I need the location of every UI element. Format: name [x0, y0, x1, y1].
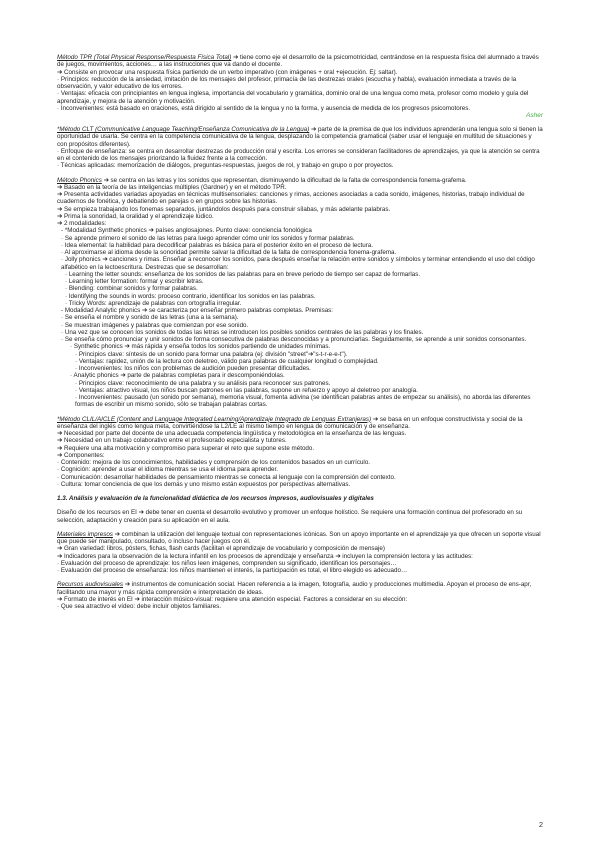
- clt-line: · Técnicas aplicadas: memorización de diálogos, preguntas-respuestas, juegos de rol, y trabajo en grupo o por proyectos.: [57, 162, 394, 170]
- clt-line: · Enfoque de enseñanza: se centra en desarrollar destrezas de producción oral y escrita. Los errores se consideran facilitadores de aprendizajes, ya que la atención se centra en el contenido de los mensajes priorizando la fluidez frente a la corrección.: [57, 147, 540, 162]
- phonics-title: Método Phonics: [57, 176, 102, 184]
- phonics-line: ➔ Basado en la teoría de las inteligencias múltiples (Gardner) y en el método TPR.: [57, 183, 287, 191]
- synthetic-sub-item: · Ventajas: rapidez, unión de la lectura con deletreo, válido para palabras de cualquier longitud o complejidad.: [75, 357, 379, 365]
- synthetic-sub-item: · Principios clave: síntesis de un sonido para formar una palabra (ej: división "street"➔"s-t-r-e-e-t").: [75, 350, 348, 358]
- clil-line: · Comunicación: desarrollar habilidades de pensamiento mientras se conecta al lenguaje con la comprensión del contexto.: [57, 473, 396, 481]
- tpr-title: Método TPR (Total Physical Response/Respuesta Física Total): [57, 54, 232, 61]
- watermark-signature: Asher: [526, 112, 543, 119]
- clt-intro: ➔ parte de la premisa de que los individuos aprenderán una lengua solo si tienen la oportunidad de usarla. Se centra en la competencia comunicativa de la lengua, desplazando la competencia gramatical (saber usar el lenguaje en multitud de situaciones y con propósitos diferentes).: [57, 126, 543, 148]
- phonics-line: - *Modalidad Synthetic phonics ➔ países anglosajones. Punto clave: conciencia fonológica: [61, 227, 312, 235]
- analytic-sub-item: · Principios clave: reconocimiento de una palabra y su análisis para reconocer sus patrones.: [75, 379, 331, 387]
- page-number: 2: [538, 820, 543, 829]
- audiovisuales-intro: ➔ instrumentos de comunicación social. Hacen referencia a la imagen, fotografía, audio y producciones multimedia. Apoyan el proceso de ens-apr, facilitando una mayor y más rápida comprensión e interpretación de ideas.: [57, 581, 532, 596]
- tpr-line: · Ventajas: eficacia con principiantes en lengua inglesa, importancia del vocabulario y gramática, dominio oral de una lengua como meta, profesor como modelo y guía del aprendizaje, y mejora de la atención y motivación.: [57, 90, 529, 105]
- tpr-line: ➔ Consiste en provocar una respuesta física partiendo de un verbo imperativo (con imágenes + oral +ejecución. Ej: saltar).: [57, 68, 398, 76]
- jolly-item: · Identifying the sounds in words: proceso contrario, identificar los sonidos en las palabras.: [65, 292, 316, 300]
- analytic-line: · Se enseña el nombre y sonido de las letras (una a la semana).: [61, 314, 239, 322]
- phonics-line: ➔ Se empieza trabajando los fonemas separados, juntándolos después para construir sílabas, y más adelante palabras.: [57, 205, 391, 213]
- clil-title: *Método CLIL/AICLE (Content and Language Integrated Learning/Aprendizaje Integrado de Lenguas Extranjeras): [57, 415, 372, 423]
- impresos-intro: ➔ combinan la utilización del lenguaje textual con representaciones icónicas. Son un apoyo importante en el aprendizaje ya que ofrecen un soporte visual que puede ser manipulado, consultado, o incluso hacer juegos con él.: [57, 530, 541, 545]
- clil-line: ➔ Necesidad por parte del docente de una adecuada competencia lingüística y metodológica en la enseñanza de las lenguas.: [57, 430, 407, 437]
- analytic-sub-item: · Ventajas: atractivo visual, los niños buscan patrones en las palabras, supone un refuerzo y apoyo al deletreo por analogía.: [75, 386, 418, 394]
- audiovisuales-paragraph: [57, 581, 543, 596]
- analytic-line: - Modalidad Analytic phonics ➔ se caracteriza por enseñar primero palabras completas. Premisas:: [61, 307, 334, 314]
- audiovisuales-title: Recursos audiovisuales: [57, 581, 124, 589]
- clil-intro: ➔ se basa en un enfoque constructivista y social de la enseñanza del inglés como lengua meta, convirtiéndose la L2/LE al mismo tiempo en lengua de comunicación y de enseñanza.: [57, 415, 523, 430]
- audiovisuales-line: ➔ Formato de interés en EI ➔ interacción músico-visual: requiere una atención especial. Factores a considerar en su elección:: [57, 595, 408, 603]
- clil-paragraph: [57, 416, 543, 431]
- jolly-item: · Learning the letter sounds: enseñanza de los sonidos de las palabras para en breve periodo de tiempo ser capaz de formarlas.: [65, 270, 421, 278]
- tpr-paragraph: [57, 54, 543, 69]
- phonics-line: · Se aprende primero el sonido de las letras para luego aprender cómo unir los sonidos y formar palabras.: [61, 234, 355, 242]
- phonics-line: ➔ 2 modalidades:: [57, 220, 107, 227]
- tpr-intro: ➔ tiene como eje el desarrollo de la psicomotricidad, centrándose en la respuesta física del alumnado a través de juegos, movimientos, acciones… a las instrucciones que va dando el docente.: [57, 54, 539, 69]
- analytic-line: · Se enseña cómo pronunciar y unir sonidos de forma consecutiva de palabras desconocidas y a pronunciarlas. Seguidamente, se aprende a unir sonidos consonantes.: [61, 336, 527, 343]
- section-intro: Diseño de los recursos en EI ➔ debe tener en cuenta el desarrollo evolutivo y promover un enfoque holístico. Se requiere una formación continua del profesorado en su selección, adaptación y creación para su aplicación en el aula.: [57, 509, 523, 524]
- jolly-item: · Tricky Words: aprendizaje de palabras con ortografía irregular.: [65, 299, 242, 307]
- impresos-line: · Evaluación del proceso de enseñanza: los niños mantienen el interés, la participación es total, el libro elegido es adecuado…: [57, 567, 408, 574]
- impresos-line: ➔ Gran variedad: libros, pósters, fichas, flash cards (facilitan el aprendizaje de vocabulario y composición de mensaje): [57, 545, 385, 553]
- phonics-line: ➔ Prima la sonoridad, la oralidad y el aprendizaje lúdico.: [57, 212, 214, 220]
- analytic-sub-item: · Inconvenientes: pausado (un sonido por semana), memoria visual, fomenta adivina (se identifican palabras antes de empezar su análisis), no aborda las diferentes formas de escribir un mismo sonido, sólo se trabajan palabras cortas.: [75, 394, 531, 409]
- phonics-line: · Jolly phonics ➔ canciones y rimas. Enseñar a reconocer los sonidos, para después enseñar la relación entre sonidos y símbolos y terminar entendiendo el uso del código alfabético en la lectoescritura. Destrezas que se desarrollan:: [61, 256, 535, 271]
- analytic-line: · Se muestran imágenes y palabras que comienzan por ese sonido.: [61, 321, 249, 329]
- section-heading: 1.3. Análisis y evaluación de la funcionalidad didáctica de los recursos impresos, audiovisuales y digitales: [57, 495, 374, 502]
- jolly-item: · Blending: combinar sonidos y formar palabras.: [65, 285, 198, 293]
- audiovisuales-line: · Que sea atractivo el vídeo: debe incluir objetos familiares.: [57, 603, 221, 610]
- phonics-line: · Idea elemental: la habilidad para decodificar palabras es básica para el posterior éxito en el proceso de lectura.: [61, 241, 373, 249]
- tpr-line: · Principios: reducción de la ansiedad, imitación de los mensajes del profesor, primacía de las destrezas orales (escucha y habla), evaluación inmediata a través de la observación, y valor educativo de los errores.: [57, 75, 517, 90]
- phonics-intro: ➔ se centra en las letras y los sonidos que representan, disminuyendo la dificultad de la falta de correspondencia fonema-grafema.: [101, 176, 467, 184]
- analytic-sub-head: · Analytic phonics ➔ parte de palabras completas para ir descomponiéndolas.: [70, 372, 285, 380]
- phonics-line: ➔ Presenta actividades variadas apoyadas en técnicas multisensoriales: canciones y rimas, acciones asociadas a cada sonido, imágenes, historias, trabajo individual de cuadernos de fonética, y debatiendo en parejas o en grupos sobre las historias.: [57, 191, 525, 206]
- clil-line: · Cognición: aprender a usar el idioma mientras se usa el idioma para aprender.: [57, 466, 278, 474]
- impresos-line: ➔ Indicadores para la observación de la lectura infantil en los procesos de aprendizaje y enseñanza ➔ incluyen la comprensión lectora y las actitudes:: [57, 552, 473, 560]
- clil-line: · Cultura: tomar conciencia de que los demás y uno mismo están expuestos por perspectivas alternativas.: [57, 480, 351, 488]
- jolly-item: · Learning letter formation: formar y escribir letras.: [65, 278, 204, 285]
- document-body: [57, 54, 543, 610]
- tpr-line: · Inconvenientes: está basado en oraciones, está dirigido al sentido de la lengua y no la forma, y ausencia de medida de los progresos psicomotores.: [57, 104, 471, 112]
- phonics-paragraph: [57, 177, 543, 184]
- impresos-paragraph: [57, 531, 543, 546]
- synthetic-sub-head: · Synthetic phonics ➔ más rápida y enseña todos los sonidos partiendo de unidades mínimas.: [70, 343, 331, 351]
- clil-line: · Contenido: mejora de los conocimientos, habilidades y comprensión de los contenidos basados en un currículo.: [57, 459, 371, 466]
- phonics-line: · Al aproximarse al idioma desde la sonoridad permite salvar la dificultad de la falta de correspondencia fonema-grafema.: [61, 249, 397, 256]
- clil-line: ➔ Componentes:: [57, 451, 105, 459]
- impresos-title: Materiales impresos: [57, 530, 113, 538]
- impresos-line: · Evaluación del proceso de aprendizaje: los niños leen imágenes, comprenden su significado, identifican los personajes…: [57, 559, 397, 567]
- clt-paragraph: [57, 126, 543, 148]
- synthetic-sub-item: · Inconvenientes: los niños con problemas de audición pueden presentar dificultades.: [75, 365, 311, 372]
- clt-title: *Método CLT (Communicative Language Teaching/Enseñanza Comunicativa de la Lengua): [57, 126, 310, 133]
- clil-line: ➔ Requiere una alta motivación y compromiso para superar el reto que supone este método.: [57, 444, 315, 452]
- clil-line: ➔ Necesidad en un trabajo colaborativo entre el profesorado especialista y tutores.: [57, 437, 287, 445]
- analytic-line: · Una vez que se conocen los sonidos de todas las letras se introducen los posibles sonidos centrales de las palabras y los finales.: [61, 328, 424, 336]
